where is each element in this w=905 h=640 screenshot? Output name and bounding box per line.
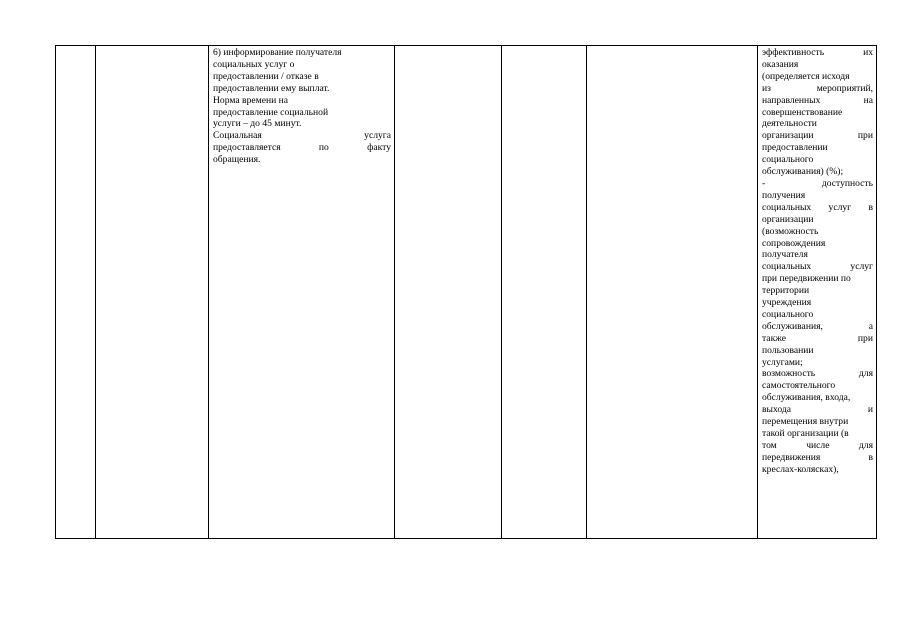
text-line: предоставление социальной <box>213 106 329 118</box>
cell-number <box>56 46 96 539</box>
word: Социальная <box>213 130 262 142</box>
cell-empty-5 <box>502 46 587 539</box>
text-line <box>762 428 873 440</box>
text-line: социальных услуг о <box>213 58 295 70</box>
word: услугами; <box>762 356 803 368</box>
cell-quality-indicators <box>758 46 877 539</box>
word: для <box>858 368 873 380</box>
text-line <box>762 404 873 416</box>
word: предоставляется <box>213 142 281 154</box>
word: организации <box>762 130 814 142</box>
word: выхода <box>762 404 792 416</box>
word: социального <box>762 308 814 320</box>
word: получателя <box>762 249 808 261</box>
word: - <box>762 177 766 189</box>
word: обслуживания, <box>762 320 823 332</box>
word: такой организации (в <box>762 428 849 439</box>
text-line <box>762 118 873 130</box>
text-line <box>762 47 873 59</box>
word: деятельности <box>762 118 817 130</box>
word: при передвижении по <box>762 273 851 285</box>
text-line <box>762 214 873 226</box>
word: получения <box>762 189 806 201</box>
text-line <box>762 273 873 285</box>
text-line <box>762 345 873 357</box>
word: доступность <box>821 177 873 189</box>
text-line <box>762 166 873 178</box>
word: а <box>868 320 873 332</box>
word: числе <box>806 439 830 451</box>
text-line: предоставлении / отказе в <box>213 70 319 82</box>
text-line <box>762 95 873 107</box>
text-line <box>762 59 873 71</box>
text-line <box>762 202 873 214</box>
text-line <box>762 321 873 333</box>
word: том <box>762 439 777 451</box>
word: социального <box>762 154 814 166</box>
text-line <box>762 154 873 166</box>
word: возможность <box>762 368 816 380</box>
text-line: Норма времени на <box>213 94 289 106</box>
word: их <box>863 47 873 58</box>
cell-service-description <box>209 46 395 539</box>
text-line: обращения. <box>213 154 261 166</box>
text-line <box>762 261 873 273</box>
text-line <box>762 178 873 190</box>
document-table <box>55 45 877 539</box>
text-line <box>762 83 873 95</box>
word: факту <box>367 142 391 154</box>
text-line <box>762 380 873 392</box>
word: пользовании <box>762 344 814 356</box>
word: (возможность <box>762 225 819 237</box>
word: направленных <box>762 94 821 106</box>
text-line <box>762 392 873 404</box>
text-line <box>762 190 873 202</box>
text-line <box>762 416 873 428</box>
word: самостоятельного <box>762 380 836 392</box>
text-line <box>762 107 873 119</box>
text-line <box>213 130 391 142</box>
word: обслуживания) (%); <box>762 166 844 178</box>
word: сопровождения <box>762 237 826 249</box>
word: эффективность <box>762 47 825 58</box>
cell-empty-6 <box>587 46 758 539</box>
word: при <box>857 130 873 142</box>
word: на <box>863 94 873 106</box>
word: при <box>857 332 873 344</box>
text-line <box>762 440 873 452</box>
word: мероприятий, <box>816 82 873 94</box>
text-line <box>762 297 873 309</box>
table-row <box>56 46 877 539</box>
word: услуг <box>850 261 873 273</box>
word: предоставлении <box>762 142 828 154</box>
text-line <box>762 71 873 83</box>
text-line <box>762 285 873 297</box>
text-line <box>762 142 873 154</box>
cell-service-name <box>96 46 209 539</box>
word: перемещения внутри <box>762 416 849 428</box>
text-line <box>762 238 873 250</box>
word: креслах-колясках), <box>762 463 839 475</box>
cell-empty-4 <box>395 46 502 539</box>
text-line <box>213 142 391 154</box>
word: услуга <box>364 130 391 142</box>
word: социальных <box>762 261 812 273</box>
word: передвижения <box>762 451 821 463</box>
text-line <box>762 452 873 464</box>
word: обслуживания, входа, <box>762 392 851 404</box>
word: в <box>868 451 873 463</box>
text-line <box>762 368 873 380</box>
text-line <box>762 309 873 321</box>
text-line <box>762 249 873 261</box>
word: услуг <box>828 201 852 213</box>
text-line <box>762 464 873 476</box>
word: и <box>867 404 873 416</box>
text-line <box>762 130 873 142</box>
text-line <box>762 333 873 345</box>
text-line: услуги – до 45 минут. <box>213 118 302 130</box>
word: в <box>868 201 873 213</box>
word: из <box>762 82 771 94</box>
text-line: предоставлении ему выплат. <box>213 82 330 94</box>
word: для <box>858 439 873 451</box>
word: также <box>762 332 786 344</box>
word: организации <box>762 213 814 225</box>
word: учреждения <box>762 297 812 309</box>
word: совершенствование <box>762 106 843 118</box>
text-line <box>762 357 873 369</box>
text-line <box>762 226 873 238</box>
word: социальных <box>762 201 812 213</box>
word: (определяется исходя <box>762 70 850 82</box>
text-line: 6) информирование получателя <box>213 47 342 58</box>
word: по <box>318 142 329 154</box>
word: территории <box>762 285 810 297</box>
word: оказания <box>762 58 799 70</box>
